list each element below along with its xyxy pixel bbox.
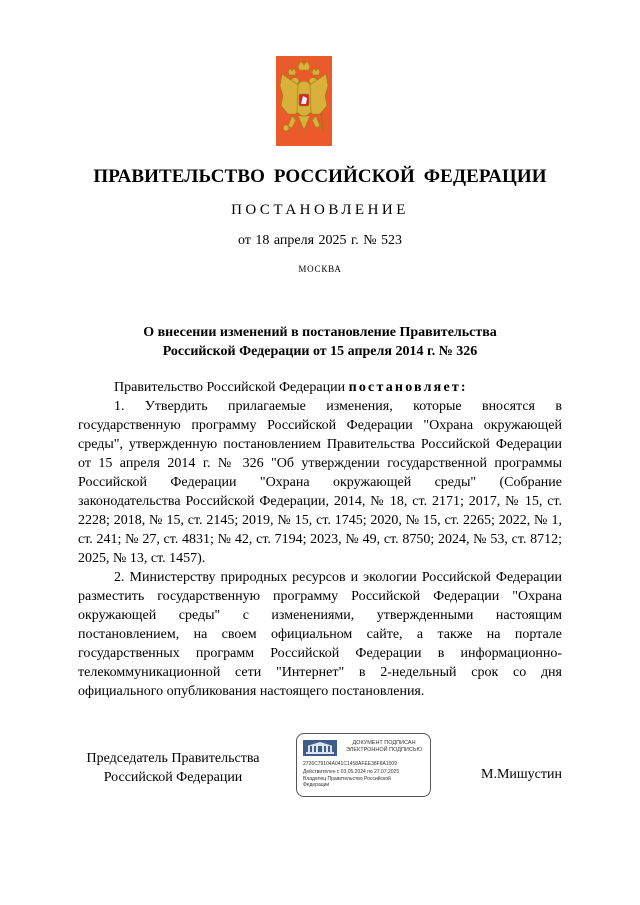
document-subject — [0, 323, 640, 361]
government-title: ПРАВИТЕЛЬСТВО РОССИЙСКОЙ ФЕДЕРАЦИИ — [93, 166, 547, 187]
stamp-certificate: 2726C79104A041C1458AFEE38F8A1009 — [303, 761, 397, 767]
body-intro — [78, 378, 562, 397]
coat-of-arms-icon — [276, 56, 332, 146]
intro-text: Правительство Российской Федерации — [114, 380, 349, 395]
electronic-signature-stamp — [296, 733, 431, 797]
signer-title-line-2: Российской Федерации — [103, 770, 243, 785]
document-city: МОСКВА — [298, 264, 342, 274]
signer-title — [78, 749, 268, 787]
government-building-icon — [303, 740, 337, 756]
subject-line-2: Российской Федерации от 15 апреля 2014 г. № 326 — [162, 344, 478, 359]
document-date-number: от 18 апреля 2025 г. № 523 — [237, 233, 403, 248]
document-body — [78, 378, 562, 701]
document-type: ПОСТАНОВЛЕНИЕ — [231, 202, 409, 218]
stamp-owner-line-2: Федерации — [303, 782, 330, 788]
signer-name: М.Мишустин — [481, 767, 562, 782]
subject-line-1: О внесении изменений в постановление Правительства — [143, 325, 497, 340]
intro-decree-word: постановляет: — [348, 380, 468, 395]
stamp-heading — [339, 740, 429, 754]
body-item-2: 2. Министерству природных ресурсов и экологии Российской Федерации разместить государственную программу Российской Федерации "Охрана окружающей среды" с изменениями, утвержденными настоящим постановлением, на своем официальном сайте, а также на портале государственных программ Российской Федерации в информационно-телекоммуникационной сети "Интернет" в 2-недельный срок со дня официального опубликования настоящего постановления. — [78, 570, 562, 699]
signer-title-line-1: Председатель Правительства — [86, 751, 260, 766]
stamp-validity: Действителен с 03.05.2024 по 27.07.2025 — [303, 769, 400, 775]
body-item-1: 1. Утвердить прилагаемые изменения, которые вносятся в государственную программу Российской Федерации "Охрана окружающей среды", утвержденную постановлением Правительства Российской Федерации от 15 апреля 2014 г. № 326 "Об утверждении государственной программы Российской Федерации "Охрана окружающей среды" (Собрание законодательства Российской Федерации, 2014, № 18, ст. 2171; 2017, № 15, ст. 2228; 2018, № 15, ст. 2145; 2019, № 15, ст. 1745; 2020, № 15, ст. 2265; 2022, № 1, ст. 241; № 27, ст. 4831; № 42, ст. 7194; 2023, № 49, ст. 8750; 2024, № 53, ст. 8712; 2025, № 13, ст. 1457). — [78, 399, 562, 566]
stamp-owner-line-1: Владелец Правительство Российской — [303, 776, 391, 782]
stamp-heading-line-1: ДОКУМЕНТ ПОДПИСАН — [352, 740, 416, 746]
stamp-heading-line-2: ЭЛЕКТРОННОЙ ПОДПИСЬЮ — [345, 747, 423, 753]
